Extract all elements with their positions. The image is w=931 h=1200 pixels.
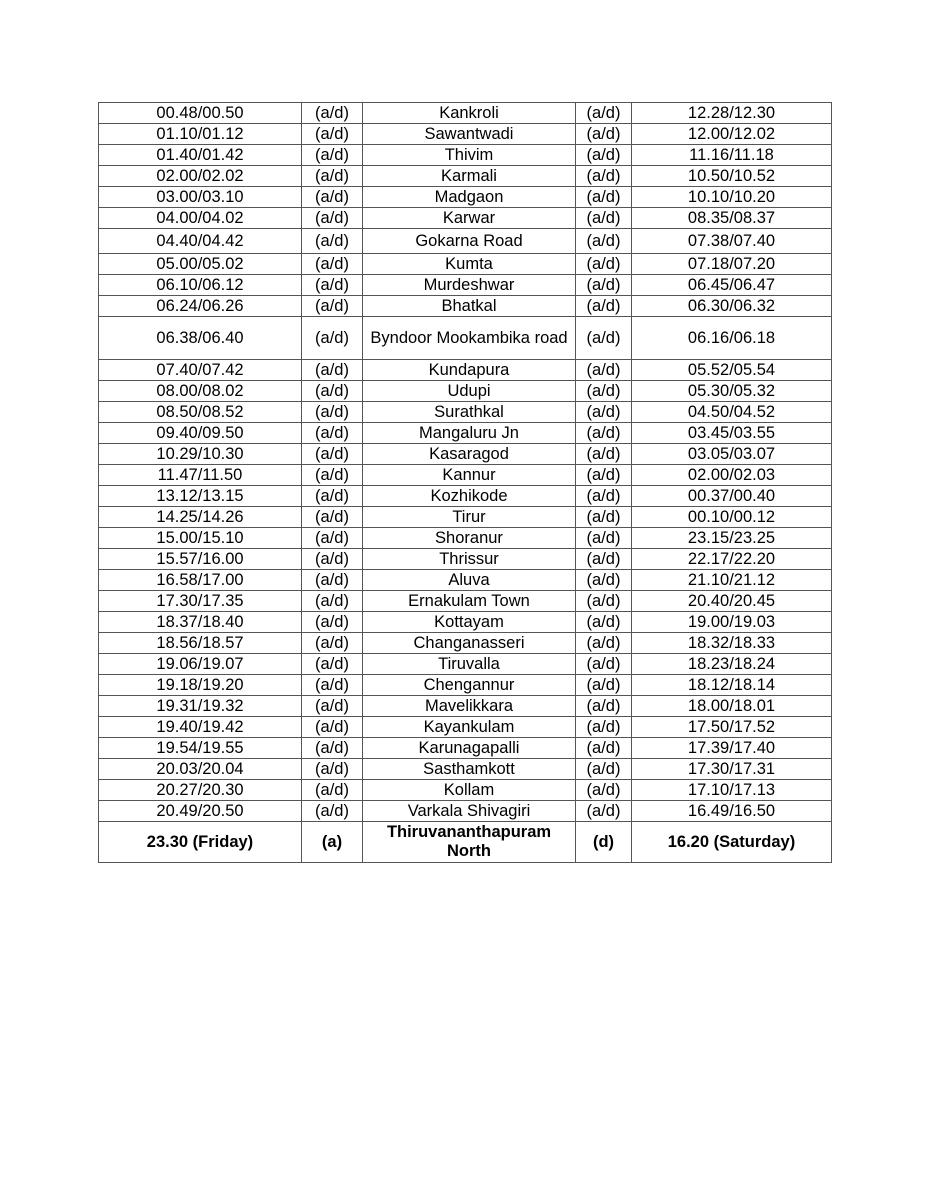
station-cell: Kankroli — [363, 103, 576, 124]
up-mark-cell: (a/d) — [576, 549, 632, 570]
down-time-cell: 05.00/05.02 — [99, 254, 302, 275]
up-time-cell: 17.30/17.31 — [632, 759, 832, 780]
up-mark-cell: (a/d) — [576, 124, 632, 145]
up-mark-cell: (a/d) — [576, 528, 632, 549]
up-mark-cell: (a/d) — [576, 507, 632, 528]
up-mark-cell: (a/d) — [576, 738, 632, 759]
down-time-cell: 04.40/04.42 — [99, 229, 302, 254]
up-time-cell: 06.30/06.32 — [632, 296, 832, 317]
station-cell: Thrissur — [363, 549, 576, 570]
down-time-cell: 15.00/15.10 — [99, 528, 302, 549]
station-cell: Udupi — [363, 381, 576, 402]
down-mark-cell: (a/d) — [302, 402, 363, 423]
up-time-cell: 10.10/10.20 — [632, 187, 832, 208]
down-mark-cell: (a/d) — [302, 187, 363, 208]
table-row — [99, 187, 832, 208]
up-time-cell: 08.35/08.37 — [632, 208, 832, 229]
down-time-cell: 20.03/20.04 — [99, 759, 302, 780]
up-mark-cell: (a/d) — [576, 591, 632, 612]
table-row — [99, 103, 832, 124]
table-row — [99, 208, 832, 229]
down-mark-cell: (a/d) — [302, 717, 363, 738]
station-cell: Karunagapalli — [363, 738, 576, 759]
down-time-cell: 19.54/19.55 — [99, 738, 302, 759]
station-cell: Thivim — [363, 145, 576, 166]
station-cell: Kasaragod — [363, 444, 576, 465]
down-time-cell: 04.00/04.02 — [99, 208, 302, 229]
up-time-cell: 18.00/18.01 — [632, 696, 832, 717]
down-mark-cell: (a/d) — [302, 591, 363, 612]
up-mark-cell: (a/d) — [576, 296, 632, 317]
up-mark-cell: (a/d) — [576, 759, 632, 780]
down-time-cell: 01.10/01.12 — [99, 124, 302, 145]
down-time-cell: 11.47/11.50 — [99, 465, 302, 486]
up-mark-cell: (a/d) — [576, 444, 632, 465]
up-mark-cell: (a/d) — [576, 717, 632, 738]
down-mark-cell: (a/d) — [302, 360, 363, 381]
down-time-cell: 19.06/19.07 — [99, 654, 302, 675]
up-time-cell: 23.15/23.25 — [632, 528, 832, 549]
final-station: Thiruvananthapuram North — [363, 822, 576, 863]
station-cell: Kollam — [363, 780, 576, 801]
down-mark-cell: (a/d) — [302, 633, 363, 654]
down-time-cell: 19.31/19.32 — [99, 696, 302, 717]
station-cell: Bhatkal — [363, 296, 576, 317]
table-row — [99, 423, 832, 444]
down-time-cell: 15.57/16.00 — [99, 549, 302, 570]
down-time-cell: 19.40/19.42 — [99, 717, 302, 738]
station-cell: Kannur — [363, 465, 576, 486]
up-mark-cell: (a/d) — [576, 423, 632, 444]
up-time-cell: 22.17/22.20 — [632, 549, 832, 570]
final-departure-time: 16.20 (Saturday) — [632, 822, 832, 863]
table-row — [99, 570, 832, 591]
up-time-cell: 06.16/06.18 — [632, 317, 832, 360]
final-destination-row — [99, 822, 832, 863]
down-time-cell: 08.50/08.52 — [99, 402, 302, 423]
station-cell: Tirur — [363, 507, 576, 528]
down-mark-cell: (a/d) — [302, 738, 363, 759]
down-time-cell: 06.10/06.12 — [99, 275, 302, 296]
down-time-cell: 16.58/17.00 — [99, 570, 302, 591]
down-time-cell: 09.40/09.50 — [99, 423, 302, 444]
table-row — [99, 696, 832, 717]
down-time-cell: 13.12/13.15 — [99, 486, 302, 507]
down-mark-cell: (a/d) — [302, 675, 363, 696]
down-mark-cell: (a/d) — [302, 423, 363, 444]
up-mark-cell: (a/d) — [576, 465, 632, 486]
down-mark-cell: (a/d) — [302, 465, 363, 486]
station-cell: Shoranur — [363, 528, 576, 549]
down-mark-cell: (a/d) — [302, 444, 363, 465]
table-row — [99, 124, 832, 145]
table-row — [99, 759, 832, 780]
table-row — [99, 780, 832, 801]
down-mark-cell: (a/d) — [302, 145, 363, 166]
down-time-cell: 10.29/10.30 — [99, 444, 302, 465]
table-row — [99, 612, 832, 633]
up-mark-cell: (a/d) — [576, 696, 632, 717]
up-time-cell: 05.52/05.54 — [632, 360, 832, 381]
table-row — [99, 633, 832, 654]
table-row — [99, 654, 832, 675]
down-time-cell: 06.24/06.26 — [99, 296, 302, 317]
table-row — [99, 465, 832, 486]
down-time-cell: 20.27/20.30 — [99, 780, 302, 801]
down-mark-cell: (a/d) — [302, 654, 363, 675]
down-mark-cell: (a/d) — [302, 549, 363, 570]
down-mark-cell: (a/d) — [302, 780, 363, 801]
down-time-cell: 20.49/20.50 — [99, 801, 302, 822]
up-time-cell: 10.50/10.52 — [632, 166, 832, 187]
final-arrival-time: 23.30 (Friday) — [99, 822, 302, 863]
table-row — [99, 801, 832, 822]
timetable — [98, 102, 832, 863]
down-mark-cell: (a/d) — [302, 317, 363, 360]
up-mark-cell: (a/d) — [576, 166, 632, 187]
up-mark-cell: (a/d) — [576, 486, 632, 507]
table-row — [99, 254, 832, 275]
up-time-cell: 03.05/03.07 — [632, 444, 832, 465]
up-mark-cell: (a/d) — [576, 208, 632, 229]
up-mark-cell: (a/d) — [576, 145, 632, 166]
final-arrival-mark: (a) — [302, 822, 363, 863]
down-mark-cell: (a/d) — [302, 507, 363, 528]
station-cell: Kundapura — [363, 360, 576, 381]
up-mark-cell: (a/d) — [576, 633, 632, 654]
up-mark-cell: (a/d) — [576, 103, 632, 124]
down-mark-cell: (a/d) — [302, 229, 363, 254]
down-mark-cell: (a/d) — [302, 528, 363, 549]
up-time-cell: 17.50/17.52 — [632, 717, 832, 738]
station-cell: Karmali — [363, 166, 576, 187]
up-time-cell: 02.00/02.03 — [632, 465, 832, 486]
table-row — [99, 317, 832, 360]
up-mark-cell: (a/d) — [576, 402, 632, 423]
up-mark-cell: (a/d) — [576, 612, 632, 633]
down-mark-cell: (a/d) — [302, 296, 363, 317]
table-row — [99, 360, 832, 381]
table-row — [99, 738, 832, 759]
up-mark-cell: (a/d) — [576, 275, 632, 296]
up-time-cell: 03.45/03.55 — [632, 423, 832, 444]
down-mark-cell: (a/d) — [302, 801, 363, 822]
table-row — [99, 166, 832, 187]
down-time-cell: 19.18/19.20 — [99, 675, 302, 696]
station-cell: Aluva — [363, 570, 576, 591]
down-time-cell: 17.30/17.35 — [99, 591, 302, 612]
up-time-cell: 00.10/00.12 — [632, 507, 832, 528]
down-time-cell: 06.38/06.40 — [99, 317, 302, 360]
up-time-cell: 18.12/18.14 — [632, 675, 832, 696]
down-time-cell: 18.56/18.57 — [99, 633, 302, 654]
station-cell: Karwar — [363, 208, 576, 229]
down-time-cell: 08.00/08.02 — [99, 381, 302, 402]
down-mark-cell: (a/d) — [302, 275, 363, 296]
down-mark-cell: (a/d) — [302, 759, 363, 780]
up-time-cell: 21.10/21.12 — [632, 570, 832, 591]
station-cell: Varkala Shivagiri — [363, 801, 576, 822]
station-cell: Changanasseri — [363, 633, 576, 654]
station-cell: Kayankulam — [363, 717, 576, 738]
table-row — [99, 275, 832, 296]
down-mark-cell: (a/d) — [302, 486, 363, 507]
up-time-cell: 19.00/19.03 — [632, 612, 832, 633]
up-mark-cell: (a/d) — [576, 317, 632, 360]
down-mark-cell: (a/d) — [302, 103, 363, 124]
down-time-cell: 14.25/14.26 — [99, 507, 302, 528]
up-mark-cell: (a/d) — [576, 570, 632, 591]
table-row — [99, 717, 832, 738]
table-row — [99, 229, 832, 254]
timetable-body — [99, 103, 832, 863]
station-cell: Kozhikode — [363, 486, 576, 507]
up-time-cell: 17.39/17.40 — [632, 738, 832, 759]
final-departure-mark: (d) — [576, 822, 632, 863]
up-time-cell: 06.45/06.47 — [632, 275, 832, 296]
up-time-cell: 07.18/07.20 — [632, 254, 832, 275]
up-mark-cell: (a/d) — [576, 360, 632, 381]
table-row — [99, 507, 832, 528]
station-cell: Surathkal — [363, 402, 576, 423]
table-row — [99, 296, 832, 317]
up-mark-cell: (a/d) — [576, 675, 632, 696]
up-time-cell: 20.40/20.45 — [632, 591, 832, 612]
station-cell: Kottayam — [363, 612, 576, 633]
up-time-cell: 18.23/18.24 — [632, 654, 832, 675]
table-row — [99, 486, 832, 507]
table-row — [99, 381, 832, 402]
station-cell: Kumta — [363, 254, 576, 275]
down-time-cell: 03.00/03.10 — [99, 187, 302, 208]
table-row — [99, 402, 832, 423]
up-mark-cell: (a/d) — [576, 187, 632, 208]
table-row — [99, 444, 832, 465]
station-cell: Mangaluru Jn — [363, 423, 576, 444]
down-time-cell: 00.48/00.50 — [99, 103, 302, 124]
up-time-cell: 16.49/16.50 — [632, 801, 832, 822]
station-cell: Madgaon — [363, 187, 576, 208]
down-mark-cell: (a/d) — [302, 381, 363, 402]
station-cell: Mavelikkara — [363, 696, 576, 717]
up-time-cell: 07.38/07.40 — [632, 229, 832, 254]
table-row — [99, 145, 832, 166]
table-row — [99, 591, 832, 612]
down-mark-cell: (a/d) — [302, 124, 363, 145]
table-row — [99, 528, 832, 549]
up-time-cell: 12.28/12.30 — [632, 103, 832, 124]
up-time-cell: 00.37/00.40 — [632, 486, 832, 507]
down-mark-cell: (a/d) — [302, 166, 363, 187]
down-mark-cell: (a/d) — [302, 254, 363, 275]
station-cell: Sasthamkott — [363, 759, 576, 780]
station-cell: Sawantwadi — [363, 124, 576, 145]
up-time-cell: 11.16/11.18 — [632, 145, 832, 166]
station-cell: Gokarna Road — [363, 229, 576, 254]
table-row — [99, 549, 832, 570]
station-cell: Byndoor Mookambika road — [363, 317, 576, 360]
up-time-cell: 04.50/04.52 — [632, 402, 832, 423]
table-row — [99, 675, 832, 696]
up-time-cell: 12.00/12.02 — [632, 124, 832, 145]
up-mark-cell: (a/d) — [576, 229, 632, 254]
station-cell: Tiruvalla — [363, 654, 576, 675]
down-time-cell: 01.40/01.42 — [99, 145, 302, 166]
up-mark-cell: (a/d) — [576, 381, 632, 402]
station-cell: Chengannur — [363, 675, 576, 696]
down-time-cell: 18.37/18.40 — [99, 612, 302, 633]
down-mark-cell: (a/d) — [302, 570, 363, 591]
up-time-cell: 05.30/05.32 — [632, 381, 832, 402]
down-time-cell: 02.00/02.02 — [99, 166, 302, 187]
up-time-cell: 17.10/17.13 — [632, 780, 832, 801]
down-mark-cell: (a/d) — [302, 696, 363, 717]
down-time-cell: 07.40/07.42 — [99, 360, 302, 381]
up-mark-cell: (a/d) — [576, 801, 632, 822]
up-mark-cell: (a/d) — [576, 254, 632, 275]
up-time-cell: 18.32/18.33 — [632, 633, 832, 654]
up-mark-cell: (a/d) — [576, 780, 632, 801]
down-mark-cell: (a/d) — [302, 612, 363, 633]
station-cell: Murdeshwar — [363, 275, 576, 296]
up-mark-cell: (a/d) — [576, 654, 632, 675]
down-mark-cell: (a/d) — [302, 208, 363, 229]
station-cell: Ernakulam Town — [363, 591, 576, 612]
